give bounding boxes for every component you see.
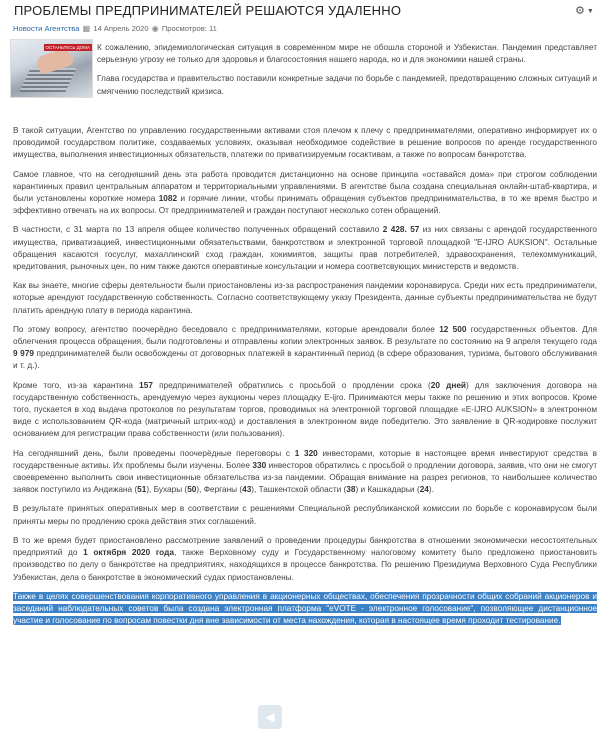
gear-icon: ⚙ (575, 5, 585, 17)
paragraph: В то же время будет приостановлено рассмотрение заявлений о проведении процедуры банкротства в отношении экономически несостоятельных предприятий до 1 октября 2020 года, также Верховному суду и Государственному налоговому комитету было предложено приостановить производство по делу о банкротстве на предприятиях, находящихся в процессе банкротства. По решению Президиума Верховного Суда Республики Узбекистан, дела о банкротстве в экономический судах приостановлены. (13, 535, 598, 582)
article-meta (13, 24, 217, 33)
calendar-icon: ▦ (82, 24, 91, 33)
article-title: ПРОБЛЕМЫ ПРЕДПРИНИМАТЕЛЕЙ РЕШАЮТСЯ УДАЛЕННО (14, 3, 402, 18)
paragraph-selected[interactable]: Также в целях совершенствования корпоративного управления в акционерных обществах, обеспечения прозрачности общих собраний акционеров и заседаний наблюдательных советов была создана электронная платформа "eVOTE - электронное голосование", позволяющее дистанционное участие и голосование по вопросам повестки дня вне зависимости от места нахождения, которая в настоящее время проходит тестирование. (13, 591, 597, 626)
stay-home-banner: ОСТАНЬТЕСЬ ДОМА (45, 45, 90, 50)
paragraph: По этому вопросу, агентство поочерёдно беседовало с предпринимателями, которые арендовали более 12 500 государственных объектов. Для облегчения процесса обращения, были подготовлены и отправлены копии электронных заявок. В результате по состоянию на 9 апреля текущего года 9 979 предпринимателей были освобождены от договорных платежей в карантинный период (в сфере образования, туризма, бытового обслуживания и т. д.). (13, 324, 597, 371)
paragraph: Как вы знаете, многие сферы деятельности были приостановлены из-за распространения пандемии коронавируса. Среди них есть предприниматели, которые арендуют государственную собственность. Согласно соответствующему указу Президента, данные субъекты предпринимательства не будут платить арендную плату в периода карантина. (13, 281, 597, 315)
paragraph: Кроме того, из-за карантина 157 предпринимателей обратились с просьбой о продлении срока (20 дней) для заключения договора на государственную собственность, арендуемую через аукционы через площадку E-ijro. Принимаются меры также по решению и этих вопросов. Кроме того, пускается в ход выдача протоколов по результатам торгов, проводимых на электронной торговой площадке «E-IJRO AUKSION» в электронном виде с использованием QR-кода (матричный штрих-код) и доставления в электронном виде победителю. Это заявление в QR-кодировке послужит основанием для регистрации права собственности (или пользования). (13, 380, 598, 439)
intro-paragraph: К сожалению, эпидемиологическая ситуация в современном мире не обошла стороной и Узбекистан. Пандемия представляет серьезную угрозу не только для здоровья и благосостояния нашего народа, но и для экономики нашей страны. (97, 43, 597, 65)
intro-text (97, 42, 597, 105)
eye-icon: ◉ (151, 24, 159, 33)
paragraph: В результате принятых оперативных мер в соответствии с решениями Специальной республиканской комиссии по борьбе с коронавирусом были приняты меры по продлению срока действия этих соглашений. (13, 504, 597, 526)
caret-down-icon: ▼ (586, 8, 594, 15)
paragraph: В частности, с 31 марта по 13 апреля общее количество полученных обращений составило 2 428. 57 из них связаны с арендой государственного имущества, приватизацией, инвестиционными обязательствами, банкротством и электронной торговой площадкой "E-IJRO AUKSION". Остальные обращения касаются госуслуг, махаллинский сход граждан, хокимиятов, защиты прав потребителей, здравоохранения, телекоммуникаций, кредитования, рыночных цен, по ним также даются операвтиные консультации и номера соответсвующих министерств и ведомств. (13, 225, 597, 272)
selected-text[interactable]: в целях совершенствования корпоративного управления в акционерных обществах, обеспечения прозрачности общих собраний акционеров и заседаний наблюдательных советов была создана электронная платформа "eVOTE - электронное голосование", позволяющее дистанционное участие и голосование по вопросам повестки дня вне зависимости от места нахождения, которая в настоящее время проходит тестирование. (13, 591, 597, 626)
paragraph: Самое главное, что на сегодняшний день эта работа проводится дистанционно на основе принципа «оставайся дома» при строгом соблюдении карантинных правил центральным аппаратом и территориальными управлениями. В агентстве была создана специальная онлайн-штаб-квартира, и были установлены короткие номера 1082 и горячие линии, чтобы принимать обращения субъектов предпринимательства, в то же время быстро и эффективно отвечать на их вопросы. От предпринимателей и граждан поступают несколько сотен обращений. (13, 169, 598, 216)
article-body (13, 125, 597, 634)
article-options-button[interactable] (575, 4, 594, 17)
intro-paragraph: Глава государства и правительство поставили конкретные задачи по борьбе с пандемией, предотвращению сложных ситуаций и смягчению последствий кризиса. (97, 74, 597, 96)
article-image (10, 39, 93, 98)
category-link[interactable]: Новости Агентства (13, 24, 80, 33)
publish-date: 14 Апрель 2020 (93, 24, 149, 33)
paragraph: В такой ситуации, Агентство по управлению государственными активами стоя плечом к плечу с предпринимателями, оперативно информирует их о проводимой государством политике, создаваемых условиях, оказывая необходимое содействие в решение вопросов по аренде государственного имущества, выполнения инвестиционных обязательств, платежи по приватизируемым госактивам, а также по вопросам банкротства. (13, 126, 597, 160)
paragraph: На сегодняшний день, были проведены поочерёдные переговоры с 1 320 инвесторами, которые в настоящее время инвестируют средства в государственные активы. Их проблемы были изучены. Более 330 инвесторов обратились с просьбой о продлении договора, заявив, что они не смогут своевременно выполнить свои инвестиционные обязательства из-за пандемии. Обращая внимание на разрез регионов, то наибольшее количество заявок поступило из Андижана (51), Бухары (50), Ферганы (43), Ташкентской области (38) и Кашкадарьи (24). (13, 448, 597, 495)
speaker-button[interactable] (258, 705, 282, 729)
views-count: Просмотров: 11 (161, 24, 217, 33)
speaker-icon: ◀ (265, 710, 275, 724)
